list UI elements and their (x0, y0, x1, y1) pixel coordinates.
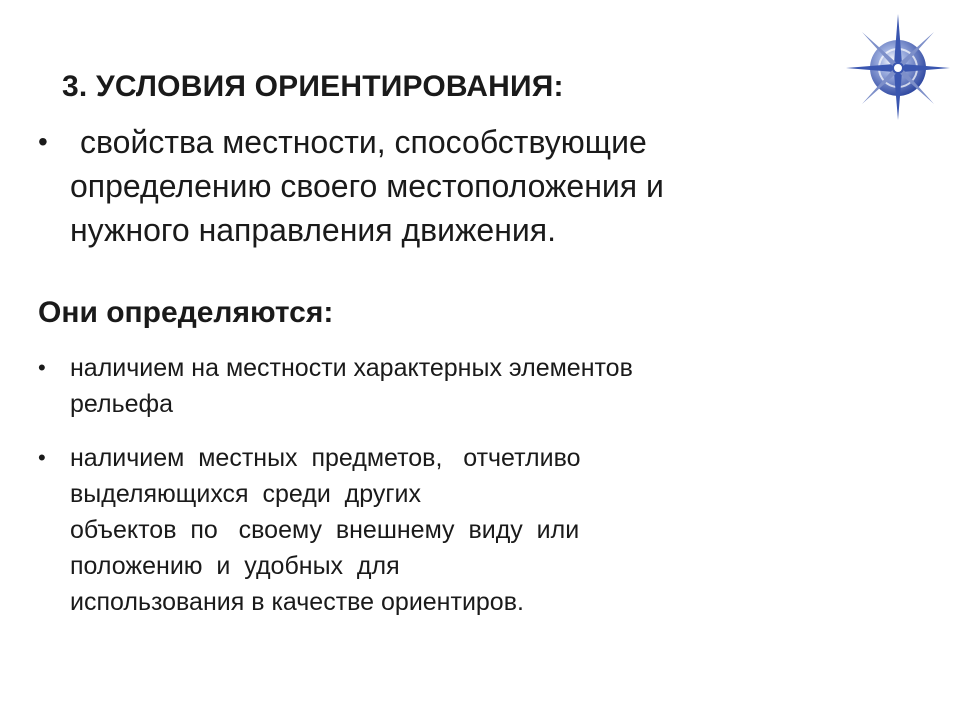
bullet-icon: • (38, 355, 46, 380)
list-item (38, 350, 918, 422)
definition-line: свойства местности, способствующие (80, 124, 647, 160)
definition-line: определению своего местоположения и (70, 168, 664, 204)
list-item-line: наличием местных предметов, отчетливо (70, 444, 581, 472)
list-item (38, 440, 918, 620)
bullet-icon: • (38, 445, 46, 470)
compass-south-point (894, 72, 902, 120)
slide-title: 3. УСЛОВИЯ ОРИЕНТИРОВАНИЯ: (62, 70, 564, 103)
definition-block (38, 120, 918, 252)
factors-list (38, 350, 918, 620)
subheading: Они определяются: (38, 296, 334, 329)
list-item-line: выделяющихся среди других (70, 480, 421, 508)
list-item-line: объектов по своему внешнему виду или (70, 516, 580, 544)
list-item-line: использования в качестве ориентиров. (70, 588, 524, 616)
list-item-line: наличием на местности характерных элементов (70, 354, 633, 382)
compass-rose-graphic (842, 8, 954, 120)
definition-line: нужного направления движения. (70, 212, 556, 248)
compass-east-point (902, 64, 950, 72)
list-item-line: положению и удобных для (70, 552, 400, 580)
list-item-line: рельефа (70, 390, 173, 418)
compass-west-point (846, 64, 894, 72)
compass-center (893, 63, 903, 73)
bullet-icon: • (38, 126, 48, 157)
compass-rose-icon (842, 8, 954, 120)
compass-north-point (894, 14, 902, 64)
definition-bullet-item (38, 120, 918, 252)
